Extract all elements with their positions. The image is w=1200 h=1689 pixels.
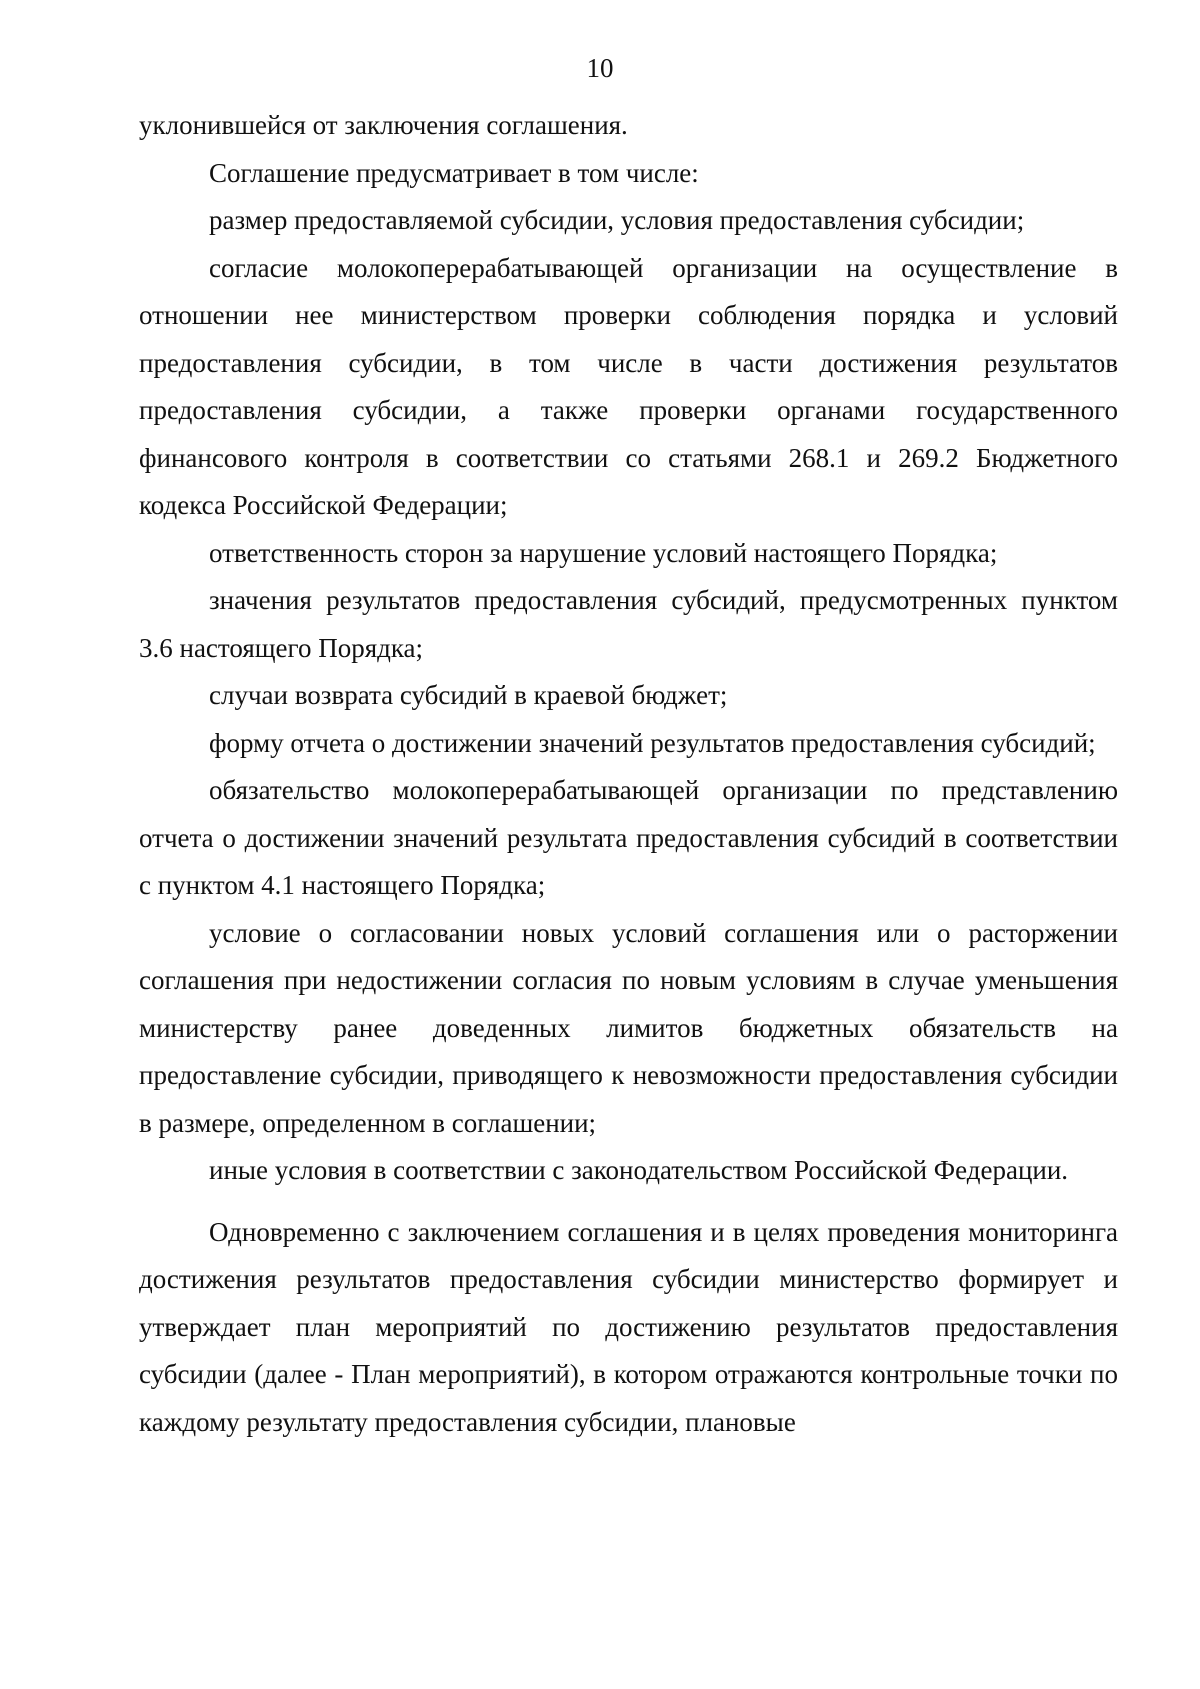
paragraph-consent-inspection: согласие молокоперерабатывающей организации на осуществление в отношении нее министерством проверки соблюдения порядка и условий предоставления субсидии, в том числе в части достижения результатов предоставления субсидии, а также проверки органами государственного финансового контроля в соответствии со статьями 268.1 и 269.2 Бюджетного кодекса Российской Федерации; bbox=[139, 252, 1118, 520]
paragraph-report-obligation: обязательство молокоперерабатывающей организации по представлению отчета о достижении значений результата предоставления субсидий в соответствии с пунктом 4.1 настоящего Порядка; bbox=[139, 775, 1118, 900]
paragraph-other-conditions: иные условия в соответствии с законодательством Российской Федерации. bbox=[209, 1155, 1069, 1185]
paragraph-continuation: уклонившейся от заключения соглашения. bbox=[139, 110, 628, 140]
document-body bbox=[139, 102, 1118, 1446]
paragraph-new-conditions: условие о согласовании новых условий соглашения или о расторжении соглашения при недостижении согласия по новым условиям в случае уменьшения министерству ранее доведенных лимитов бюджетных обязательств на предоставление субсидии, приводящего к невозможности предоставления субсидии в размере, определенном в соглашении; bbox=[139, 917, 1118, 1138]
page-number: 10 bbox=[586, 53, 614, 83]
paragraph-agreement-intro: Соглашение предусматривает в том числе: bbox=[209, 157, 699, 188]
paragraph-action-plan: Одновременно с заключением соглашения и в целях проведения мониторинга достижения результатов предоставления субсидии министерство формирует и утверждает план мероприятий по достижению результатов предоставления субсидии (далее - План мероприятий), в котором отражаются контрольные точки по каждому результату предоставления субсидии, плановые bbox=[139, 1216, 1118, 1437]
paragraph-responsibility: ответственность сторон за нарушение условий настоящего Порядка; bbox=[209, 537, 998, 568]
paragraph-subsidy-size: размер предоставляемой субсидии, условия предоставления субсидии; bbox=[209, 205, 1025, 235]
paragraph-result-values: значения результатов предоставления субсидий, предусмотренных пунктом 3.6 настоящего Порядка; bbox=[139, 585, 1118, 663]
paragraph-refund-cases: случаи возврата субсидий в краевой бюджет; bbox=[209, 680, 728, 710]
paragraph-report-form: форму отчета о достижении значений результатов предоставления субсидий; bbox=[209, 727, 1096, 758]
